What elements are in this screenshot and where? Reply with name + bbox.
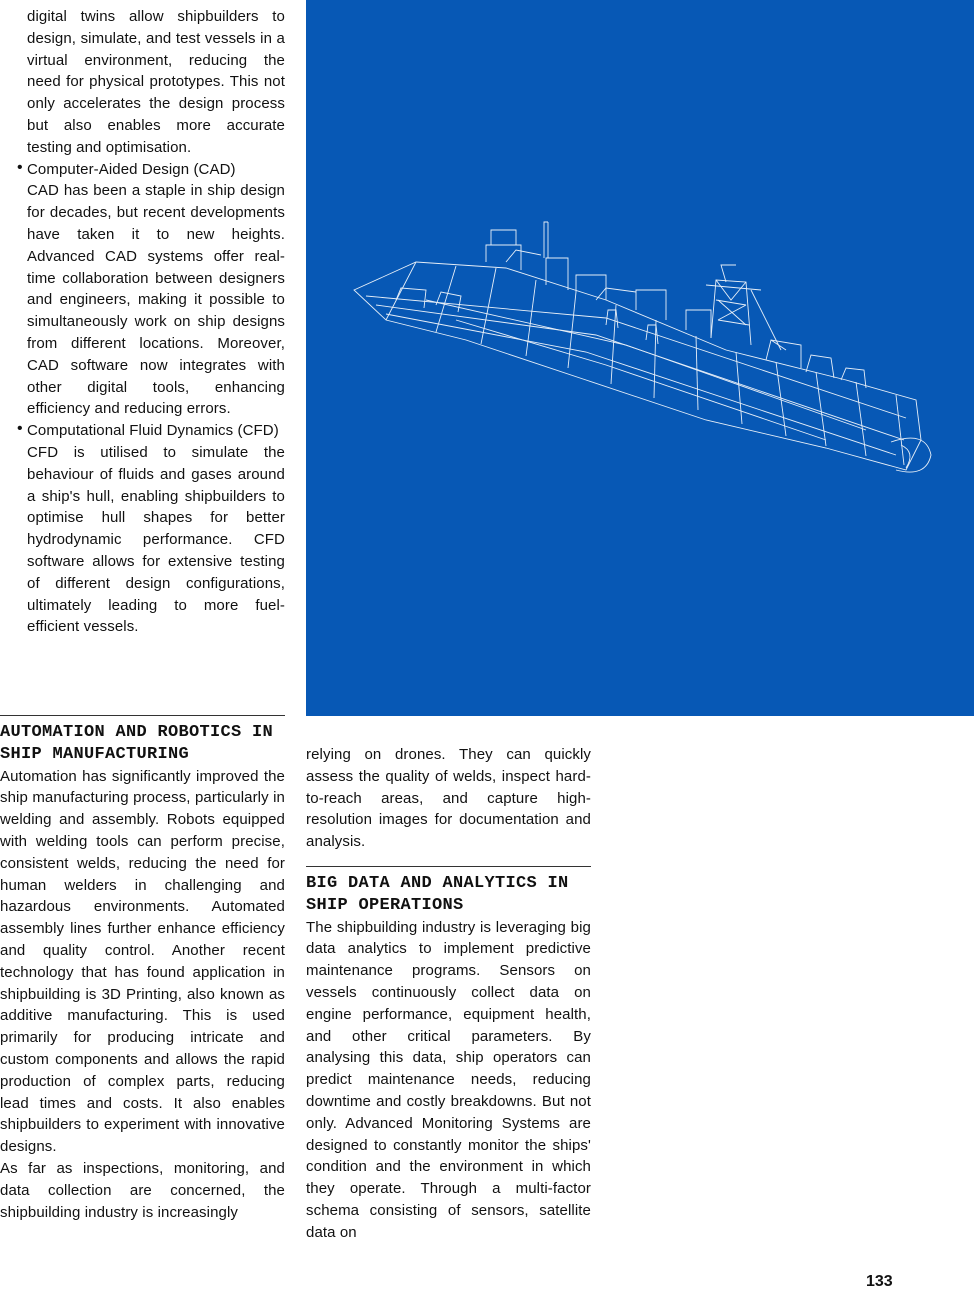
bullet-dot-icon: • <box>17 158 23 176</box>
section-heading: AUTOMATION AND ROBOTICS IN SHIP MANUFACTURING <box>0 723 274 764</box>
page-number: 133 <box>866 1273 893 1290</box>
bullet-dot-icon: • <box>17 420 23 438</box>
automation-paragraph-2: As far as inspections, monitoring, and data collection are concerned, the shipbuilding industry is increasingly <box>0 1159 285 1221</box>
bullet-item-cfd <box>17 420 285 638</box>
automation-continuation <box>306 744 591 853</box>
section-divider <box>306 866 591 867</box>
automation-continuation-paragraph: relying on drones. They can quickly assess the quality of welds, inspect hard-to-reach areas, and capture high-resolution images for documentation and analysis. <box>306 746 591 851</box>
automation-section <box>0 715 285 1223</box>
bigdata-section <box>306 873 591 1244</box>
ship-wireframe-icon <box>306 0 974 716</box>
bullet-item-cad <box>17 158 285 421</box>
bullet-title: Computational Fluid Dynamics (CFD) <box>27 422 279 440</box>
bullet-text: CFD is utilised to simulate the behaviour of fluids and gases around a ship's hull, enabling shipbuilders to optimise hull shapes for better hydrodynamic performance. CFD software allows for extensive testing of different design configurations, ultimately leading to more fuel-efficient vessels. <box>27 443 285 636</box>
automation-paragraph-1: Automation has significantly improved the ship manufacturing process, particularly in welding and assembly. Robots equipped with welding tools can perform precise, consistent welds, reducing the need for human welders in challenging and hazardous environments. Automated assembly lines further enhance efficiency and quality control. Another recent technology that has found application in shipbuilding is 3D Printing, also known as additive manufacturing. This is used primarily for producing intricate and custom components and allows the rapid production of complex parts, reducing lead times and costs. It also enables shipbuilders to experiment with innovative designs. <box>0 767 285 1156</box>
bigdata-paragraph: The shipbuilding industry is leveraging big data analytics to implement predictive maintenance programs. Sensors on vessels continuously collect data on engine performance, equipment health, and other critical parameters. By analysing this data, ship operators can predict maintenance needs, reducing downtime and costly breakdowns. But not only. Advanced Monitoring Systems are designed to constantly monitor the ships' condition and the environment in which they operate. Through a multi-factor schema consisting of sensors, satellite data on <box>306 918 591 1241</box>
intro-column <box>17 6 285 638</box>
ship-wireframe-illustration <box>306 0 974 716</box>
intro-paragraph: digital twins allow shipbuilders to design, simulate, and test vessels in a virtual environment, reducing the need for physical prototypes. This not only accelerates the design process but also enables more accurate testing and optimisation. <box>27 8 285 156</box>
section-heading: BIG DATA AND ANALYTICS IN SHIP OPERATIONS <box>306 874 569 915</box>
bullet-title: Computer-Aided Design (CAD) <box>27 160 236 178</box>
bullet-text: CAD has been a staple in ship design for decades, but recent developments have taken it to new heights. Advanced CAD systems offer real-time collaboration between designers and engineers, making it possible to simultaneously work on ship designs from different locations. Moreover, CAD software now integrates with other digital tools, enhancing efficiency and reducing errors. <box>27 182 285 418</box>
